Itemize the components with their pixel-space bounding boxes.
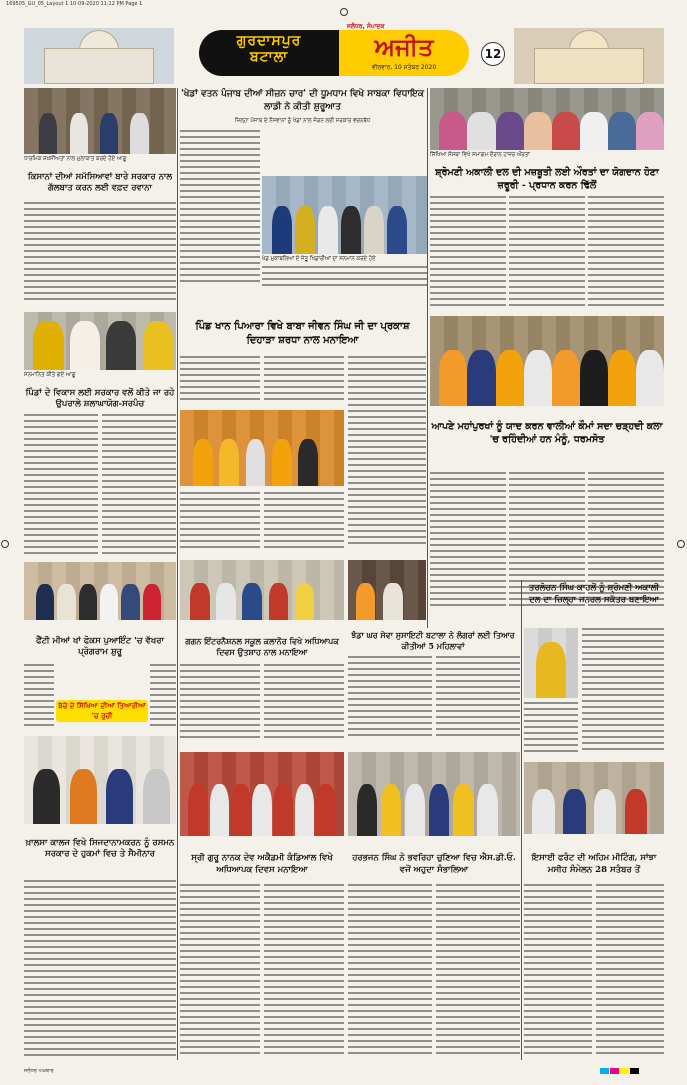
masthead [24, 23, 664, 84]
body-right-1b [509, 196, 585, 312]
body-center-1 [262, 266, 427, 292]
registration-mark-left [1, 540, 9, 548]
photo-right-women [430, 88, 664, 150]
photo-center-school [180, 560, 344, 620]
caption-center-sports: ਖੇਡ ਮੁਕਾਬਲਿਆਂ ਦੇ ਜੇਤੂ ਖਿਡਾਰੀਆਂ ਦਾ ਸਨਮਾਨ ਕਰਦੇ ਹੋਏ [262, 256, 376, 262]
body-center-6 [180, 884, 260, 1060]
highlight-box: ਬੱਚੇ ਦੇ ਸਿੱਖਿਆ ਦੀਆਂ ਤਿਆਰੀਆਂ 'ਚ ਰੁਚੀ [56, 700, 148, 722]
photo-left-group [24, 562, 176, 620]
registration-mark-right [677, 540, 685, 548]
headline-right-4: ਇਸਾਈ ਫਰੰਟ ਦੀ ਅਹਿਮ ਮੀਟਿੰਗ, ਸਾਂਝਾ ਮਸੀਹ ਸੰਮੇਲਨ 28 ਸਤੰਬਰ ਤੋਂ [531, 853, 657, 875]
caption-left-2: ਸਨਮਾਨਿਤ ਕੀਤੇ ਗਏ ਆਗੂ [24, 372, 76, 378]
headline-right-1: ਸ਼੍ਰੋਮਣੀ ਅਕਾਲੀ ਦਲ ਦੀ ਮਜ਼ਬੂਤੀ ਲਈ ਔਰਤਾਂ ਦਾ ਯੋਗਦਾਨ ਹੋਣਾ ਜ਼ਰੂਰੀ - ਪ੍ਰਧਾਨ ਕਰਨ ਢਿੱਲੋਂ [435, 167, 659, 191]
paper-name: ਅਜੀਤ [374, 32, 434, 61]
photo-right-meeting [524, 762, 664, 834]
body-center-4b [264, 664, 344, 748]
body-right-4b [596, 884, 664, 1060]
body-right-1 [430, 196, 506, 312]
photo-center-sports [262, 176, 427, 254]
body-right-2 [430, 472, 506, 612]
body-center-7b [436, 884, 520, 1060]
headline-right-2: ਆਪਣੇ ਮਹਾਂਪੁਰਖਾਂ ਨੂੰ ਯਾਦ ਕਰਨ ਵਾਲੀਆਂ ਕੌਮਾਂ ਸਦਾ ਚੜ੍ਹਦੀ ਕਲਾ 'ਚ ਰਹਿੰਦੀਆਂ ਹਨ ਮੰਨੂੰ, ਧਰਮਸੋਤ [431, 421, 663, 445]
body-right-3b [524, 702, 578, 758]
photo-left-portraits [24, 312, 176, 370]
photo-center-students [180, 752, 344, 836]
body-center-3b [264, 492, 344, 556]
headline-left-1: ਕਿਸਾਨਾਂ ਦੀਆਂ ਸਮੱਸਿਆਵਾਂ ਬਾਰੇ ਸਰਕਾਰ ਨਾਲ ਗੱਲਬਾਤ ਕਰਨ ਲਈ ਵਫ਼ਦ ਰਵਾਨਾ [27, 172, 173, 193]
body-center-6b [264, 884, 344, 1060]
color-swatch-yellow [620, 1068, 629, 1074]
headline-left-3: ਪਿੰਡਾਂ ਦੇ ਵਿਕਾਸ ਲਈ ਸਰਕਾਰ ਵਲੋਂ ਕੀਤੇ ਜਾ ਰਹੇ ਉਪਰਾਲੇ ਸ਼ਲਾਘਾਯੋਗ-ਸਰਪੰਚ [25, 388, 175, 409]
masthead-title-block [199, 23, 502, 82]
body-center-7 [348, 884, 432, 1060]
subhead-top-center: ਜ਼ਿਲ੍ਹਾ ਪੰਜਾਬ ਦੇ ਨੌਜਵਾਨਾਂ ਨੂੰ ਖੇਡਾਂ ਨਾਲ ਜੋੜਨ ਲਈ ਸਰਕਾਰ ਵਚਨਬੱਧ [234, 118, 371, 124]
photo-center-officials [348, 752, 520, 836]
body-left-4b [150, 664, 176, 734]
column-rule-2 [427, 88, 428, 628]
city-name-1: ਗੁਰਦਾਸਪੁਰ [236, 33, 302, 49]
body-left-1 [24, 202, 176, 306]
headline-center-5: ਸ੍ਰੀ ਗੁਰੂ ਨਾਨਕ ਦੇਵ ਅਕੈਡਮੀ ਕੰਡਿਆਲ ਵਿਖੇ ਅਧਿਆਪਕ ਦਿਵਸ ਮਨਾਇਆ [191, 853, 333, 875]
page-number: 12 [481, 42, 505, 66]
body-left-3b [102, 414, 176, 558]
headline-center-4: ਝੰਡਾ ਘਰ ਸੇਵਾ ਸੁਸਾਇਟੀ ਬਟਾਲਾ ਨੇ ਲੰਗਰਾਂ ਲਈ ਤਿਆਰ ਕੀਤੀਆਂ 5 ਮਹਿਲਾਵਾਂ [351, 630, 515, 651]
masthead-photo-gurdwara [24, 28, 174, 84]
registration-mark-top [340, 8, 348, 16]
photo-center-langar [348, 560, 426, 620]
body-right-3 [582, 628, 664, 758]
color-swatch-cyan [600, 1068, 609, 1074]
headline-left-4: ਫੈਂਟੀ ਮੀਆਂ ਖਾਂ ਫੋਕਸ ਪੁਆਇੰਟ 'ਚ ਵੱਖਰਾ ਪ੍ਰੋਗਰਾਮ ਸ਼ੁਰੂ [36, 636, 164, 657]
body-center-3 [180, 492, 260, 556]
masthead-photo-building [514, 28, 664, 84]
headline-center-6: ਹਰਭਜਨ ਸਿੰਘ ਨੇ ਭਵਰਿਹਾ ਚੁਣਿਆ ਵਿਚ ਐਸ.ਡੀ.ਓ. ਵਜੋਂ ਅਹੁਦਾ ਸੰਭਾਲਿਆ [352, 853, 516, 875]
headline-left-5: ਖ਼ਾਲਸਾ ਕਾਲਜ ਵਿਖੇ ਸਿਜਦਾਨਾਮਕਰਨ ਨੂੰ ਰਸਮਨ ਸਰਕਾਰ ਦੇ ਹੁਕਮਾਂ ਵਿਚ ਤੇ ਸੈਮੀਨਾਰ [25, 838, 175, 859]
paper-nameplate [339, 30, 469, 76]
caption-left-1: ਧਾਰਮਿਕ ਸ਼ਖ਼ਸੀਅਤਾਂ ਨਾਲ ਮੁਲਾਕਾਤ ਕਰਦੇ ਹੋਏ ਆਗੂ [24, 156, 127, 162]
caption-right-1: ਸਿੱਖਿਆ ਸੰਸਥਾ ਵਿਖੇ ਸਮਾਗਮ ਦੌਰਾਨ ਹਾਜ਼ਰ ਔਰਤਾਂ [430, 152, 530, 158]
column-rule-1 [177, 88, 178, 1060]
slug-line: 169505_GU_05_Layout 1 10-09-2020 11:12 PM Page 1 [6, 1, 143, 7]
color-swatch-black [630, 1068, 639, 1074]
footer-text: ਜਲੰਧਰ ਅਖ਼ਬਾਰ [24, 1068, 54, 1074]
column-rule-3 [521, 580, 522, 1060]
body-right-1c [588, 196, 664, 312]
body-center-2c [348, 356, 426, 556]
city-name-2: ਬਟਾਲਾ [249, 49, 289, 65]
body-left-4 [24, 664, 54, 734]
body-top-center [180, 130, 260, 290]
photo-center-ceremony [180, 410, 344, 486]
color-swatch-magenta [610, 1068, 619, 1074]
photo-right-portrait [524, 628, 578, 698]
body-right-4 [524, 884, 592, 1060]
city-banner [199, 30, 339, 76]
headline-right-3: ਤਰਲੋਚਨ ਸਿੰਘ ਕਾਹਲੋਂ ਨੂੰ ਸ਼੍ਰੋਮਣੀ ਅਕਾਲੀ ਦਲ ਦਾ ਜ਼ਿਲ੍ਹਾ ਜਨਰਲ ਸਕੱਤਰ ਬਣਾਇਆ [528, 583, 660, 605]
body-center-5 [348, 656, 432, 748]
photo-left-meeting [24, 88, 176, 154]
body-left-5 [24, 880, 176, 1060]
issue-date: ਵੀਰਵਾਰ, 10 ਸਤੰਬਰ 2020 [371, 64, 437, 71]
headline-center-2: ਪਿੰਡ ਖਾਨ ਪਿਆਰਾ ਵਿਖੇ ਬਾਬਾ ਜੀਵਨ ਸਿੰਘ ਜੀ ਦਾ ਪ੍ਰਕਾਸ਼ ਦਿਹਾੜਾ ਸ਼ਰਧਾ ਨਾਲ ਮਨਾਇਆ [195, 321, 410, 346]
body-center-5b [436, 656, 520, 748]
body-center-2 [180, 356, 260, 406]
headline-top-center: 'ਖੇਡਾਂ ਵਤਨ ਪੰਜਾਬ ਦੀਆਂ ਸੀਜ਼ਨ ਚਾਰ' ਦੀ ਧੂਮਧਾਮ ਵਿਖੇ ਸਾਬਕਾ ਵਿਧਾਇਕ ਲਾਡੀ ਨੇ ਕੀਤੀ ਸ਼ੁਰੂਆਤ [180, 89, 425, 112]
body-left-3 [24, 414, 98, 558]
headline-center-3: ਗਗਨ ਇੰਟਰਨੈਸ਼ਨਲ ਸਕੂਲ ਕਲਾਨੌਰ ਵਿਖੇ ਅਧਿਆਪਕ ਦਿਵਸ ਉਤਸ਼ਾਹ ਨਾਲ ਮਨਾਇਆ [185, 636, 339, 657]
photo-right-event [430, 316, 664, 406]
edition-label: ਜਲੰਧਰ, ਸੰਪਾਦਕ [347, 23, 385, 30]
body-center-2b [264, 356, 344, 406]
body-center-4 [180, 664, 260, 748]
photo-left-award [24, 736, 176, 824]
